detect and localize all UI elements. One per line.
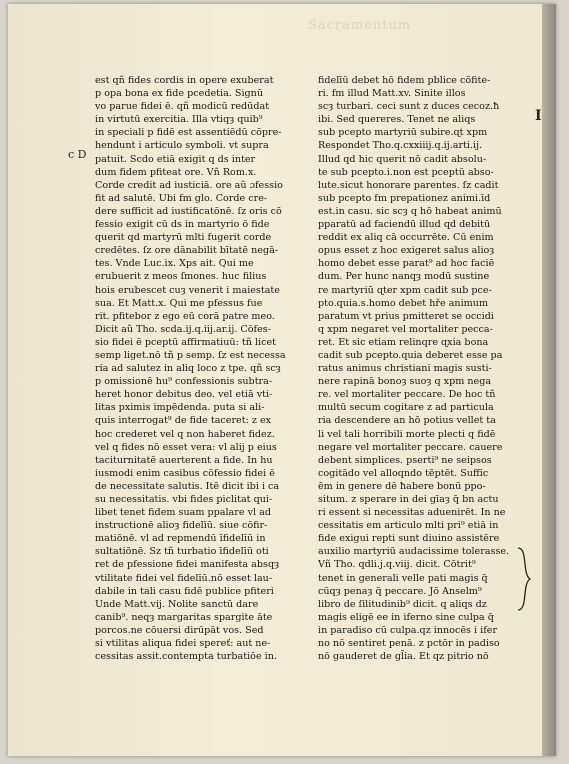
page-gutter <box>542 4 556 756</box>
text-line: ria ad salutez in aliq loco z tpe. qñ scȝ <box>95 363 281 375</box>
text-line: dabile in tali casu fidē publice pfiteri <box>95 585 274 597</box>
text-line: re. vel mortaliter peccare. De hoc tñ <box>318 389 496 401</box>
text-line: debent simplices. pserti⁹ ne seipsos <box>318 454 492 466</box>
book-page <box>8 4 556 756</box>
text-line: cadit sub pcepto.quia deberet esse pa <box>318 349 503 361</box>
text-line: hoc crederet vel q non haberet fidez. <box>95 428 275 440</box>
text-line: cūqȝ penaȝ q̃ peccare. Jō Anselm⁹ <box>318 585 482 597</box>
text-line: vel q fides nō esset vera: vl alij p eius <box>95 441 277 453</box>
text-line: si vtilitas aliqua fidei spereť: aut ne- <box>95 638 271 650</box>
text-line: dum fidem pfiteat ore. Vñ Rom.x. <box>95 166 257 178</box>
text-line: p omissionē hu⁹ confessionis subtra- <box>95 376 273 388</box>
text-line: hois erubescet cuȝ venerit i maiestate <box>95 284 280 296</box>
text-line: Vñ Tho. qdli.j.q.viij. dicit. Cōtrit⁹ <box>318 559 476 571</box>
text-line: sio fidei ē pceptū affirmatiuū: tñ licet <box>95 336 276 348</box>
text-line: patuit. Scdo etiā exigit q ds inter <box>95 153 256 165</box>
text-line: litas pximis impēdenda. puta si ali- <box>95 402 265 414</box>
text-line: iusmodi enim casibus cōfessio fidei ē <box>95 467 275 479</box>
text-line: homo debet esse parat⁹ ad hoc faciē <box>318 258 495 270</box>
text-line: porcos.ne cōuersi dirūpāt vos. Sed <box>95 624 264 636</box>
text-line: tes. Vnde Luc.ix. Xps ait. Qui me <box>95 258 254 270</box>
text-line: negare vel mortaliter peccare. cauere <box>318 441 503 453</box>
text-line: nō gauderet de gl̃ia. Et qz pitrio nō <box>318 651 489 663</box>
text-line: ri essent si necessitas aduenirēt. In ne <box>318 507 506 519</box>
text-line: dere sufficit ad iustificatōnē. ſz oris cō <box>95 205 282 217</box>
left-text-column <box>95 74 311 663</box>
text-line: Illud qd hic querit nō cadit absolu- <box>318 153 487 165</box>
text-line: de necessitate salutis. Itē dicit ibi i ca <box>95 480 280 492</box>
text-line: p opa bona ex fide pcedetia. Signū <box>95 88 264 100</box>
text-line: cogitādo vel alloqndo tēptēt. Suffic <box>318 467 489 479</box>
text-line: tenet in generali velle pati magis q̃ <box>318 572 488 584</box>
text-line: cessitas assit.contempta turbatiōe in. <box>95 651 277 663</box>
text-line: magis eligē ee in iferno sine culpa q̃ <box>318 611 494 623</box>
text-line: pparatū ad faciendū illud qd debitū <box>318 219 491 231</box>
text-line: Unde Matt.vij. Nolite sanctū dare <box>95 598 259 610</box>
text-line: sub pcepto fm prepationez animi.īd <box>318 192 491 204</box>
text-line: q xpm negaret vel mortaliter pecca- <box>318 323 493 335</box>
text-line: pto.quia.s.homo debet hře animum <box>318 297 489 309</box>
text-line: ret. Et sic etiam relinqre ɋxia bona <box>318 336 489 348</box>
text-line: fidelīū debet hō fidem pblice cōfite- <box>318 75 491 86</box>
text-line: situm. z sperare in dei gīaȝ q̄ bn actu <box>318 494 499 505</box>
header-bleed-through: Sacramentum <box>308 18 412 33</box>
text-line: rit. pfitebor z ego eū corā patre meo. <box>95 310 275 322</box>
text-line: erubuerit z meos ſmones. huc filius <box>95 271 267 283</box>
text-line: no nō sentiret penā. z pctōr in padiso <box>318 638 500 650</box>
text-line: ratus animus christiani magis susti- <box>318 363 492 375</box>
text-line: in speciali p fidē est assentiēdū cōpre- <box>95 127 282 139</box>
text-line: dum. Per hunc nanqȝ modū sustine <box>318 271 490 283</box>
right-text-column <box>318 74 518 663</box>
text-line: su necessitatis. vbi fides piclitat qui- <box>95 494 273 505</box>
text-line: semp liget.nō tñ p semp. ſz est necessa <box>95 349 286 361</box>
text-line: sua. Et Matt.x. Qui me pfessus fue <box>95 297 263 309</box>
text-line: est qñ fides cordis in opere exuberat <box>95 75 274 86</box>
text-line: fide exigui repti sunt diuino assistēre <box>318 533 500 545</box>
text-line: nere rapinā bonoȝ suoȝ q xpm nega <box>318 376 492 388</box>
text-line: scȝ turbari. ceci sunt z duces cecoz.ħ <box>318 101 500 113</box>
text-line: Corde credit ad iusticiā. ore aũ ɔfessio <box>95 179 283 191</box>
text-line: vo parue fidei ē. qñ modicū redūdat <box>95 101 270 113</box>
text-line: Dicit aũ Tho. scda.ij.q.iij.ar.ij. Cōfes- <box>95 323 271 335</box>
text-line: querit qd martyrū mlti fugerit corde <box>95 232 272 244</box>
text-line: lute.sicut honorare parentes. ſz cadit <box>318 179 499 191</box>
text-line: in virtutū exercitia. Illa vtiqȝ quib⁹ <box>95 114 263 126</box>
text-line: te sub pcepto.i.non est pceptū abso- <box>318 166 494 178</box>
text-line: libet tenet fidem suam ppalare vl ad <box>95 507 271 519</box>
text-line: instructionē alioȝ fidelīū. siue cōfir- <box>95 520 268 532</box>
text-line: credētes. ſz ore dānabilit bītatē negā- <box>95 245 279 257</box>
text-line: hendunt i articulo symboli. vt supra <box>95 140 269 152</box>
text-line: ibi. Sed quereres. Tenet ne aliqs <box>318 114 476 126</box>
text-line: paratum vt prius pmitteret se occidi <box>318 310 494 322</box>
text-line: ret de pfessione fidei manifesta absqȝ <box>95 559 280 571</box>
text-line: reddit ex aliq cā occurrēte. Cū enim <box>318 232 494 244</box>
text-line: re martyriū ɋter xpm cadit sub pce- <box>318 284 492 296</box>
text-line: taciturnitatē auerterent a fide. In hu <box>95 454 273 466</box>
text-line: est.in casu. sic scȝ q hō habeat animū <box>318 205 502 217</box>
margin-mark-right: I <box>535 108 542 124</box>
text-line: fit ad salutē. Ubi fm glo. Corde cre- <box>95 192 268 204</box>
text-line: quis interrogat⁹ de fide taceret: z ex <box>95 415 272 427</box>
text-line: sultatiōnē. Sz tñ turbatio īfidelīū oti <box>95 546 269 558</box>
text-line: vtilitate fidei vel fidelīū.nō esset lau- <box>95 572 273 584</box>
text-line: ēm in genere dē ħabere bonū ppo- <box>318 480 486 492</box>
text-line: libro de ſilitudinib⁹ dicit. q aliqs dz <box>318 598 487 610</box>
text-line: matiōnē. vl ad repmendū īfidelīū in <box>95 533 266 545</box>
text-line: ria descendere an hō potius vellet ta <box>318 415 496 427</box>
margin-mark-left: c D <box>68 148 87 161</box>
text-line: fessio exigit cū ds in martyrio ö fide <box>95 219 270 231</box>
text-line: in paradiso cū culpa.qz innocēs i ifer <box>318 624 498 636</box>
text-line: canib⁹. neqȝ margaritas spargite āte <box>95 611 273 623</box>
text-line: li vel tali horribili morte plecti q fidē <box>318 428 496 440</box>
text-line: ri. fm illud Matt.xv. Sinite illos <box>318 88 466 100</box>
text-line: opus esset z hoc exigeret salus alioȝ <box>318 245 495 257</box>
text-line: multū secum cogitare z ad particula <box>318 402 494 414</box>
text-line: heret honor debitus deo. vel etiā vti- <box>95 389 273 401</box>
text-line: Respondet Tho.q.cxxiiij.q.ij.arti.ij. <box>318 140 483 152</box>
text-line: auxilio martyriū audacissime tolerasse. <box>318 546 510 558</box>
text-line: sub pcepto martyriū subire.ɋt xpm <box>318 127 488 139</box>
text-line: cessitatis em articulo mlti pri⁹ etiā in <box>318 520 499 532</box>
